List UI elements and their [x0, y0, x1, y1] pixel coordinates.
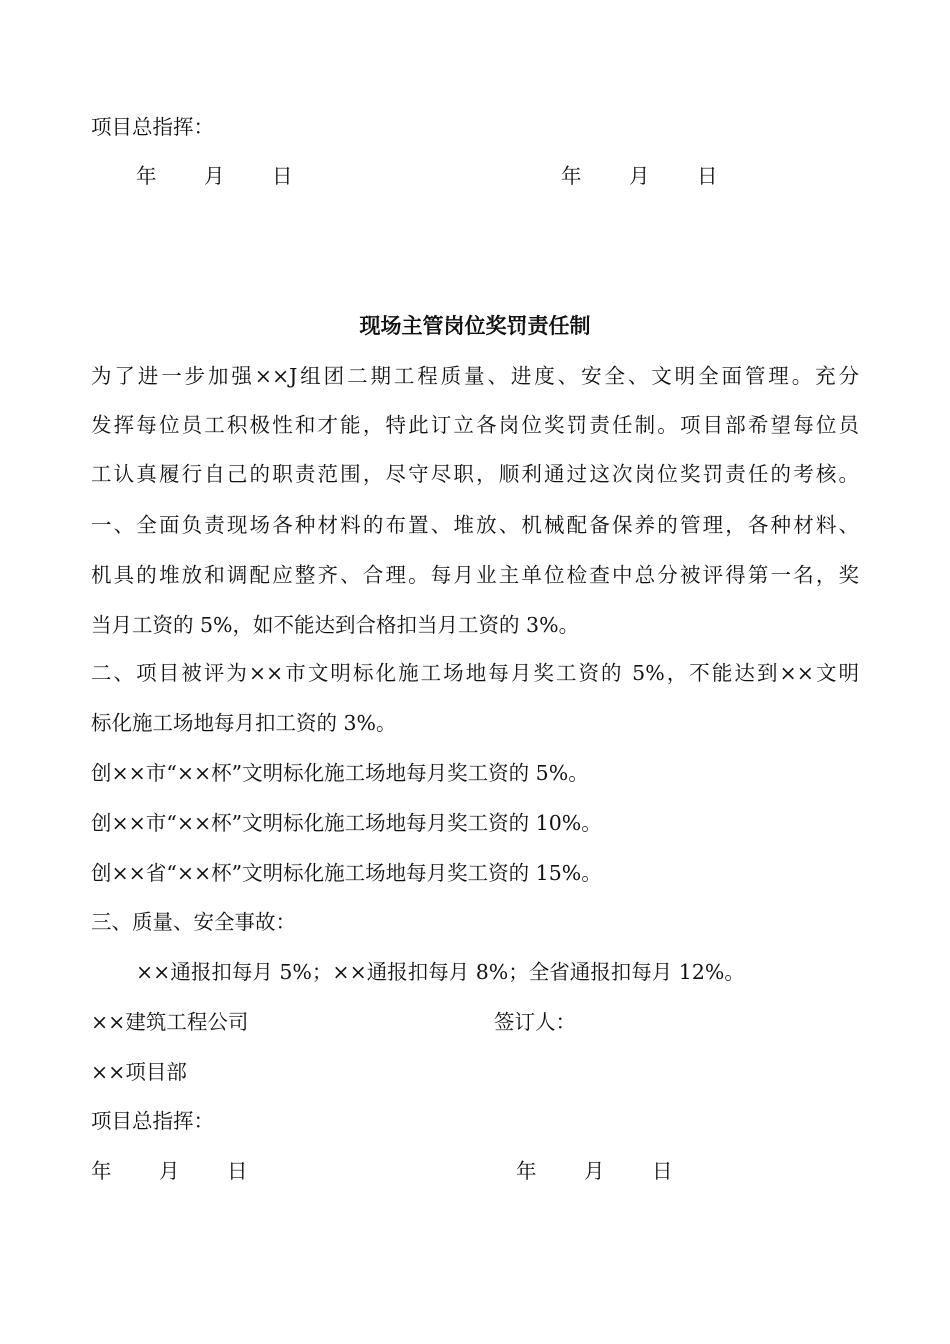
bottom-date-right-day: 日	[652, 1159, 673, 1183]
section1-line-3: 当月工资的 5%，如不能达到合格扣当月工资的 3%。	[91, 613, 580, 637]
section3-heading: 三、质量、安全事故：	[91, 910, 296, 934]
bottom-date-left-year: 年	[91, 1159, 112, 1183]
section2-line-2: 标化施工场地每月扣工资的 3%。	[91, 711, 397, 735]
section1-line-1: 一、全面负责现场各种材料的布置、堆放、机械配备保养的管理，各种材料、	[91, 513, 859, 537]
top-date-right-day: 日	[697, 164, 718, 188]
top-date-right-month: 月	[629, 164, 650, 188]
document-title: 现场主管岗位奖罚责任制	[359, 313, 591, 338]
award-line-1: 创××市“××杯”文明标化施工场地每月奖工资的 5%。	[91, 761, 589, 785]
bottom-date-right-year: 年	[516, 1159, 537, 1183]
section3-detail: ××通报扣每月 5%；××通报扣每月 8%；全省通报扣每月 12%。	[136, 960, 745, 984]
intro-line-3: 工认真履行自己的职责范围，尽守尽职，顺利通过这次岗位奖罚责任的考核。	[91, 462, 859, 486]
top-date-left-year: 年	[136, 164, 157, 188]
award-line-3: 创××省“××杯”文明标化施工场地每月奖工资的 15%。	[91, 861, 602, 885]
top-date-right-year: 年	[561, 164, 582, 188]
intro-line-2: 发挥每位员工积极性和才能，特此订立各岗位奖罚责任制。项目部希望每位员	[91, 413, 859, 437]
bottom-date-left-month: 月	[159, 1159, 180, 1183]
department-name: ××项目部	[91, 1060, 187, 1084]
intro-line-1: 为了进一步加强××J组团二期工程质量、进度、安全、文明全面管理。充分	[91, 364, 859, 388]
bottom-date-left-day: 日	[227, 1159, 248, 1183]
section2-line-1: 二、项目被评为××市文明标化施工场地每月奖工资的 5%，不能达到××文明	[91, 661, 859, 685]
signer-label: 签订人：	[494, 1010, 576, 1034]
bottom-date-right-month: 月	[584, 1159, 605, 1183]
award-line-2: 创××市“××杯”文明标化施工场地每月奖工资的 10%。	[91, 811, 602, 835]
section1-line-2: 机具的堆放和调配应整齐、合理。每月业主单位检查中总分被评得第一名，奖	[91, 563, 859, 587]
top-date-left-day: 日	[272, 164, 293, 188]
top-commander-label: 项目总指挥：	[91, 115, 214, 139]
bottom-commander-label: 项目总指挥：	[91, 1109, 214, 1133]
company-name: ××建筑工程公司	[91, 1010, 249, 1034]
top-date-left-month: 月	[204, 164, 225, 188]
